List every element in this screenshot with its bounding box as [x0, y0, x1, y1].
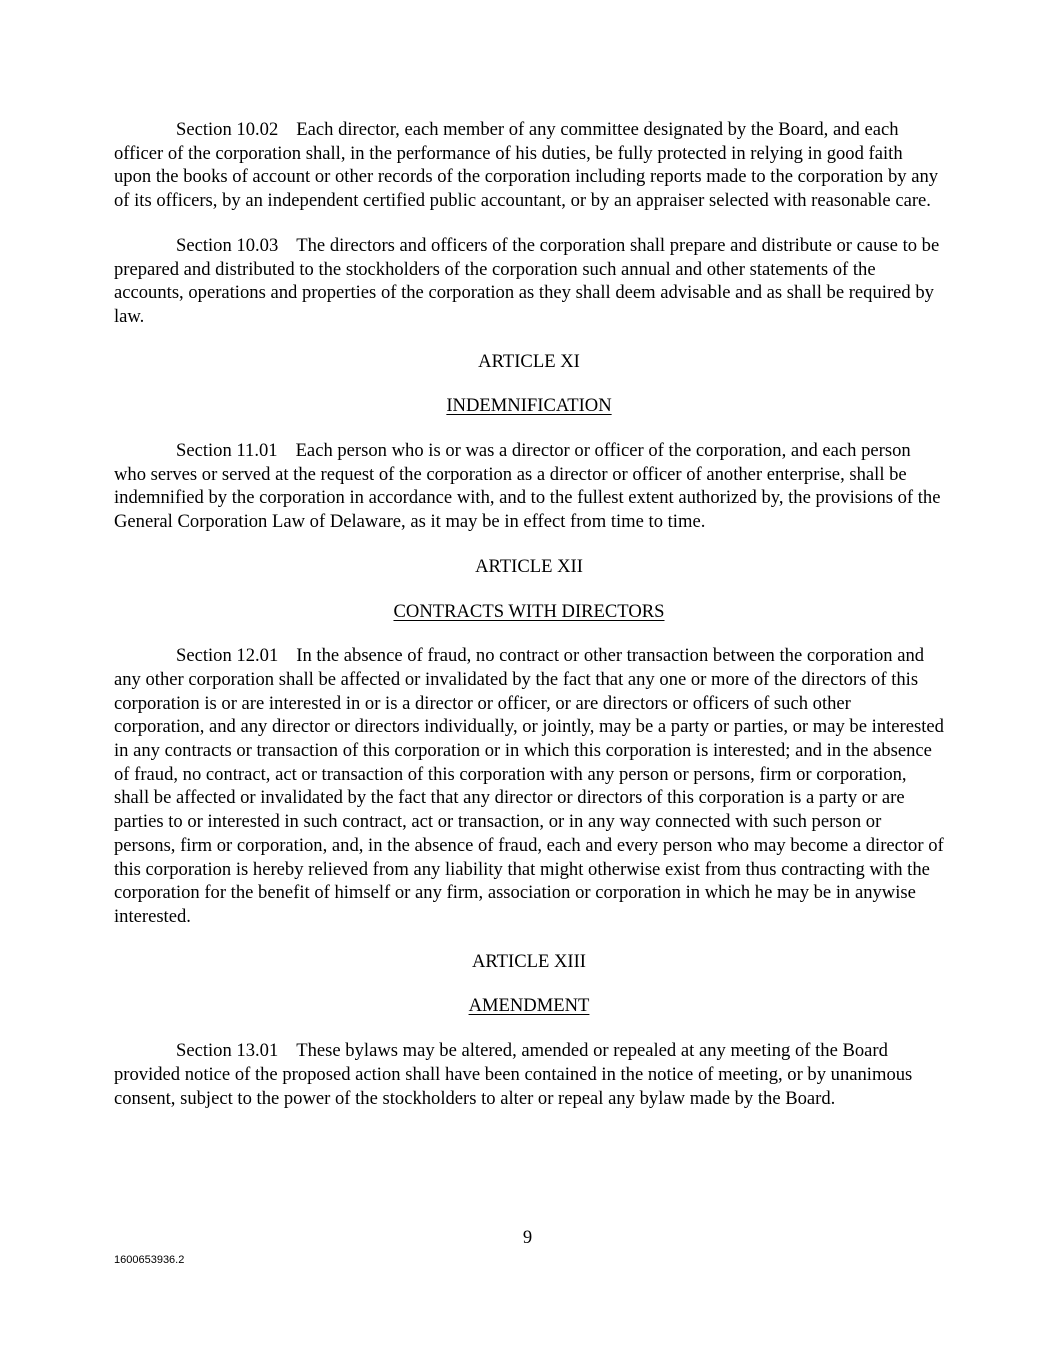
section-12-01: [114, 644, 944, 928]
section-text: These bylaws may be altered, amended or repealed at any meeting of the Board provided notice of the proposed action shall have been contained in the notice of meeting, or by unanimous consent, subject to the power of the stockholders to alter or repeal any bylaw made by the Board.: [114, 1040, 913, 1109]
section-number: Section 11.01: [176, 440, 278, 462]
article-xiii-heading: ARTICLE XIII: [471, 950, 587, 972]
section-number: Section 10.02: [176, 119, 279, 140]
page-number: 9: [522, 1227, 533, 1248]
section-10-03: [114, 234, 944, 329]
article-xii-heading: ARTICLE XII: [475, 555, 583, 577]
article-xi-heading: ARTICLE XI: [478, 350, 580, 372]
article-xii-title: CONTRACTS WITH DIRECTORS: [393, 600, 665, 622]
section-13-01: [114, 1039, 944, 1110]
section-number: Section 13.01: [176, 1040, 279, 1062]
section-text: Each director, each member of any committee designated by the Board, and each officer of the corporation shall, in the performance of his duties, be fully protected in relying in good faith upon the books of account or other records of the corporation including reports made to the corporation by any of its officers, by an independent certified public accountant, or by an appraiser selected with reasonable care.: [114, 119, 939, 212]
section-text: In the absence of fraud, no contract or other transaction between the corporation and any other corporation shall be affected or invalidated by the fact that any one or more of the directors of this corporation is or are interested in or is a director or officer, or are directors or officers of such other corporation, and any director or directors individually, or jointly, may be a party or parties, or may be interested in any contracts or transaction of this corporation or in which this corporation is interested; and in the absence of fraud, no contract, act or transaction of this corporation with any person or persons, firm or corporation, shall be affected or invalidated by the fact that any director or directors of this corporation is a party or are parties to or interested in such contract, act or transaction, or in any way connected with such person or persons, firm or corporation, and, in the absence of fraud, each and every person who may become a director of this corporation is hereby relieved from any liability that might otherwise exist from thus contracting with the corporation for the benefit of himself or any firm, association or corporation in which he may be in anywise interested.: [114, 645, 944, 927]
article-xiii-title: AMENDMENT: [468, 995, 590, 1017]
section-text: The directors and officers of the corporation shall prepare and distribute or cause to be prepared and distributed to the stockholders of the corporation such annual and other statements of the accounts, operations and properties of the corporation as they shall deem advisable and as shall be required by law.: [114, 234, 940, 327]
section-10-02: [114, 118, 944, 213]
section-11-01: [114, 439, 944, 534]
section-number: Section 10.03: [176, 234, 279, 256]
article-xi-title: INDEMNIFICATION: [446, 395, 612, 417]
section-text: Each person who is or was a director or officer of the corporation, and each person who serves or served at the request of the corporation as a director or officer of another enterprise, shall be indemnified by the corporation in accordance with, and to the fullest extent authorized by, the provisions of the General Corporation Law of Delaware, as it may be in effect from time to time.: [114, 440, 941, 533]
section-number: Section 12.01: [176, 645, 279, 667]
document-page: [114, 118, 944, 1110]
document-id: 1600653936.2: [114, 1254, 185, 1266]
